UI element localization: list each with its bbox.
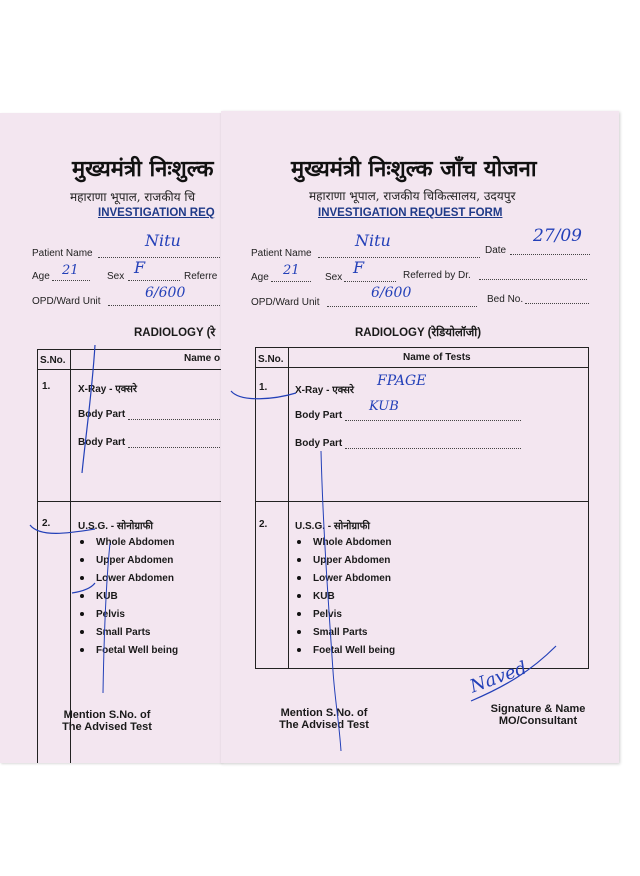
usg-item: Whole Abdomen	[297, 537, 392, 548]
age-handwritten: 21	[62, 263, 79, 278]
body-part-label-2: Body Part	[78, 437, 126, 448]
opd-label: OPD/Ward Unit	[32, 296, 101, 307]
usg-item: Small Parts	[297, 627, 367, 638]
col-tests: Name of Tests	[403, 352, 471, 363]
date-label: Date	[485, 245, 507, 256]
age-handwritten: 21	[283, 263, 300, 278]
usg-item: KUB	[80, 591, 118, 602]
age-label: Age	[32, 271, 50, 282]
usg-item: Small Parts	[80, 627, 150, 638]
mention-sno-note: Mention S.No. of The Advised Test	[279, 707, 369, 731]
date-handwritten: 27/09	[533, 226, 582, 246]
usg-item: Pelvis	[80, 609, 125, 620]
section-heading: RADIOLOGY (रेडियोलॉजी)	[355, 327, 482, 339]
usg-item: Upper Abdomen	[297, 555, 390, 566]
col-sno: S.No.	[258, 354, 284, 365]
form-title: मुख्यमंत्री निःशुल्क जाँच योजना	[291, 156, 537, 182]
usg-item: KUB	[297, 591, 335, 602]
body-part-label-1: Body Part	[295, 410, 343, 421]
bed-no-label: Bed No.	[487, 294, 524, 305]
row1-number: 1.	[259, 382, 268, 393]
usg-item: Upper Abdomen	[80, 555, 173, 566]
patient-name-label: Patient Name	[251, 248, 312, 259]
usg-item: Whole Abdomen	[80, 537, 175, 548]
pen-marks-back	[0, 113, 222, 763]
form-subtitle: महाराणा भूपाल, राजकीय चिकित्सालय, उदयपुर	[309, 189, 516, 203]
form-subtitle: महाराणा भूपाल, राजकीय चि	[70, 190, 196, 204]
form-name: INVESTIGATION REQ	[98, 207, 215, 219]
usg-item: Lower Abdomen	[297, 573, 391, 584]
usg-item: Foetal Well being	[80, 645, 178, 656]
signature-label: Signature & Name MO/Consultant	[490, 703, 586, 727]
col-tests: Name o	[184, 353, 221, 364]
mention-sno-note: Mention S.No. of The Advised Test	[62, 709, 152, 733]
signature-handwritten: Naved	[467, 657, 530, 698]
opd-handwritten: 6/600	[371, 285, 412, 301]
form-sheet-front	[221, 111, 619, 763]
body-part-label-1: Body Part	[78, 409, 126, 420]
usg-title: U.S.G. - सोनोग्राफी	[295, 521, 370, 532]
row2-number: 2.	[42, 518, 51, 529]
col-sno: S.No.	[40, 355, 66, 366]
body-part-handwritten: KUB	[369, 399, 399, 414]
sex-handwritten: F	[353, 258, 365, 277]
section-heading: RADIOLOGY (रे	[134, 327, 216, 339]
xray-title: X-Ray - एक्सरे	[78, 384, 138, 395]
row1-number: 1.	[42, 381, 51, 392]
xray-handwritten: FPAGE	[377, 373, 427, 389]
sex-label: Sex	[325, 272, 343, 283]
usg-item: Foetal Well being	[297, 645, 395, 656]
referred-label: Referre	[184, 271, 218, 282]
body-part-label-2: Body Part	[295, 438, 343, 449]
age-label: Age	[251, 272, 269, 283]
usg-title: U.S.G. - सोनोग्राफी	[78, 521, 153, 532]
pen-marks-front	[221, 111, 619, 763]
form-sheet-back	[0, 113, 222, 763]
xray-title: X-Ray - एक्सरे	[295, 385, 355, 396]
patient-name-handwritten: Nitu	[355, 231, 391, 250]
form-name: INVESTIGATION REQUEST FORM	[318, 207, 503, 219]
sex-label: Sex	[107, 271, 125, 282]
row2-number: 2.	[259, 519, 268, 530]
patient-name-handwritten: Nitu	[145, 231, 181, 250]
referred-by-label: Referred by Dr.	[403, 270, 471, 281]
opd-label: OPD/Ward Unit	[251, 297, 320, 308]
form-title: मुख्यमंत्री निःशुल्क	[72, 156, 214, 182]
patient-name-label: Patient Name	[32, 248, 93, 259]
opd-handwritten: 6/600	[145, 285, 186, 301]
usg-item: Pelvis	[297, 609, 342, 620]
sex-handwritten: F	[134, 258, 146, 277]
usg-item: Lower Abdomen	[80, 573, 174, 584]
